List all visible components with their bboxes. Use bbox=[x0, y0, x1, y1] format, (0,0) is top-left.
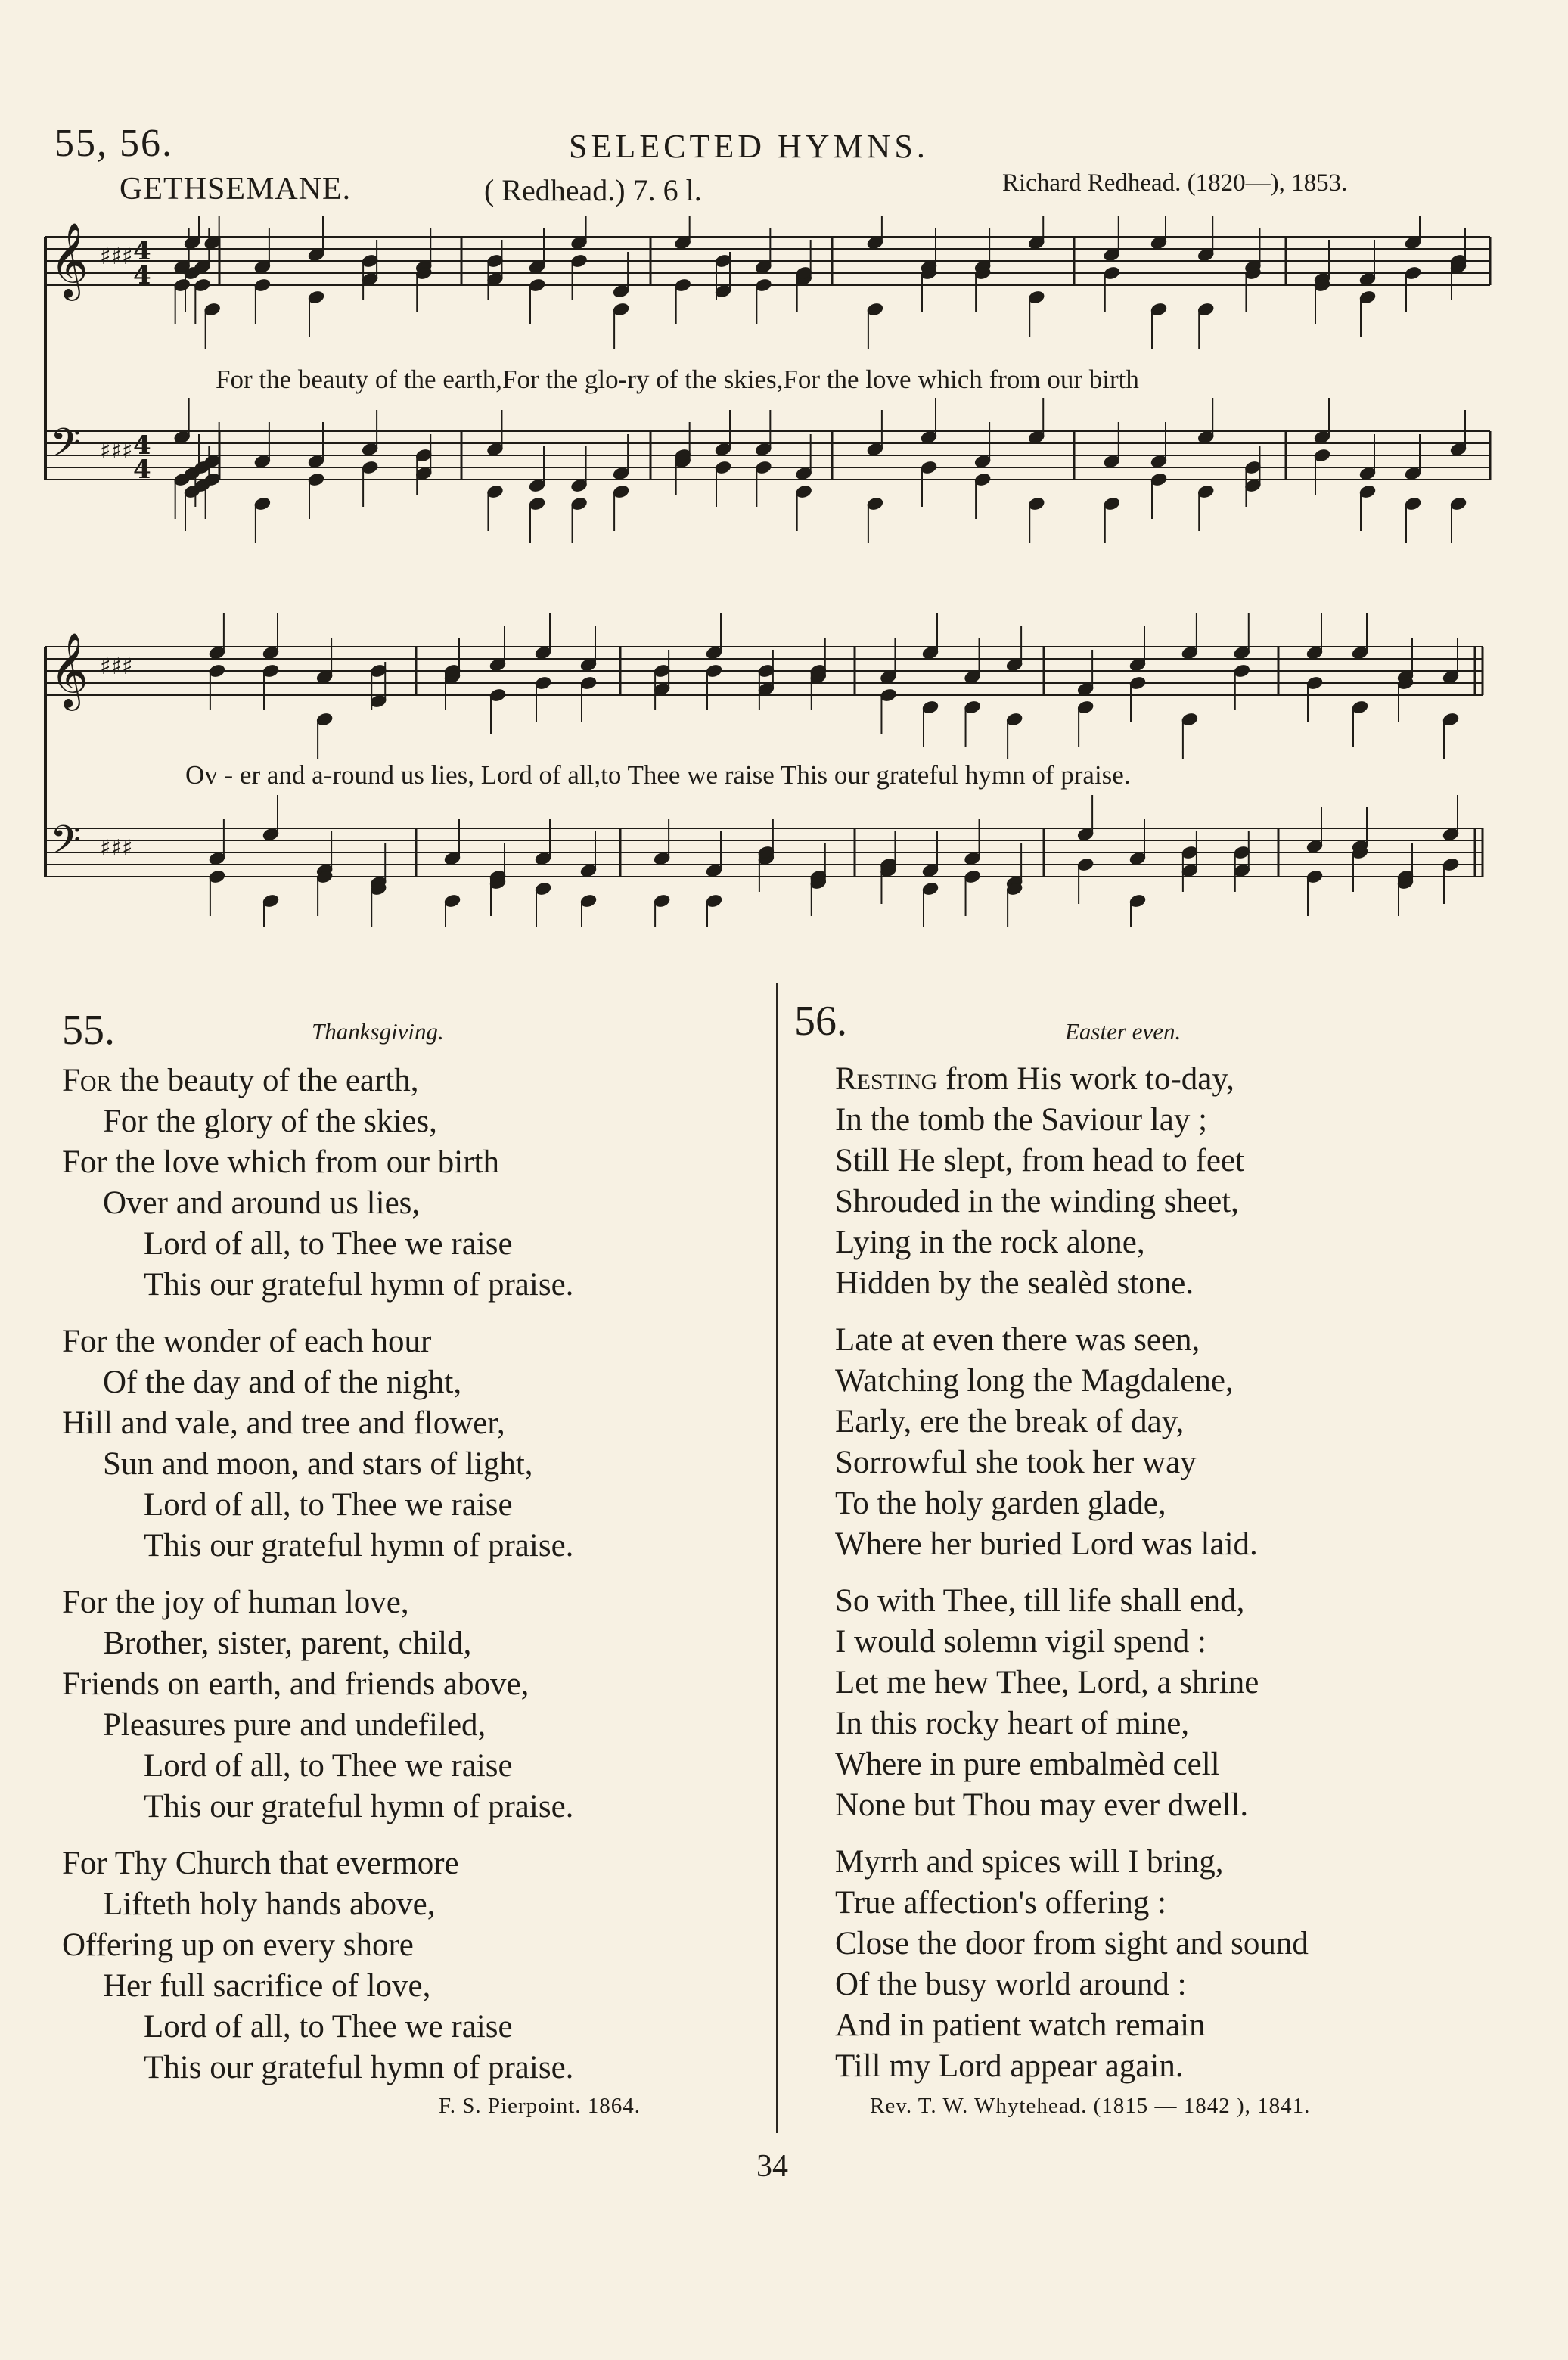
verse-line: Lying in the rock alone, bbox=[835, 1225, 1145, 1260]
hymn-56-stanza-3 bbox=[835, 1581, 1259, 1826]
hymn-56-stanza-1 bbox=[835, 1059, 1244, 1304]
verse-line: Early, ere the break of day, bbox=[835, 1404, 1185, 1439]
bass-clef-icon: 𝄢 bbox=[50, 421, 82, 477]
key-signature-icon: ♯♯♯ bbox=[100, 244, 133, 270]
hymn-56-number: 56. bbox=[794, 998, 847, 1045]
key-signature-icon: ♯♯♯ bbox=[100, 438, 133, 464]
verse-line: Shrouded in the winding sheet, bbox=[835, 1184, 1239, 1219]
verse-line: This our grateful hymn of praise. bbox=[144, 1528, 574, 1564]
verse-line: Watching long the Magdalene, bbox=[835, 1363, 1234, 1399]
verse-line: Myrrh and spices will I bring, bbox=[835, 1844, 1224, 1880]
verse-line: For the love which from our birth bbox=[62, 1144, 500, 1180]
verse-line: Of the busy world around : bbox=[835, 1967, 1187, 2002]
verse-line: Brother, sister, parent, child, bbox=[103, 1626, 472, 1661]
verse-line: Friends on earth, and friends above, bbox=[62, 1666, 529, 1702]
page-title: SELECTED HYMNS. bbox=[569, 128, 929, 165]
hymn-55-stanza-2 bbox=[62, 1321, 573, 1567]
verse-line: Hill and vale, and tree and flower, bbox=[62, 1405, 505, 1441]
verse-line: Lord of all, to Thee we raise bbox=[144, 1226, 513, 1262]
composer-credit: Richard Redhead. (1820—), 1853. bbox=[1002, 169, 1348, 197]
verse-line: I would solemn vigil spend : bbox=[835, 1624, 1206, 1660]
verse-line: Where in pure embalmèd cell bbox=[835, 1747, 1220, 1782]
verse-line: For Thy Church that evermore bbox=[62, 1846, 459, 1881]
verse-line: Over and around us lies, bbox=[103, 1185, 421, 1221]
verse-line: Let me hew Thee, Lord, a shrine bbox=[835, 1665, 1259, 1700]
verse-line: For the wonder of each hour bbox=[62, 1324, 432, 1359]
music-score bbox=[38, 216, 1505, 927]
verse-line: Pleasures pure and undefiled, bbox=[103, 1707, 486, 1743]
verse-line: Still He slept, from head to feet bbox=[835, 1143, 1244, 1178]
bass-clef-icon: 𝄢 bbox=[50, 818, 82, 874]
column-divider bbox=[776, 983, 778, 2133]
verse-line: In this rocky heart of mine, bbox=[835, 1706, 1190, 1741]
hymn-56-stanza-2 bbox=[835, 1320, 1258, 1565]
verse-line: Lifteth holy hands above, bbox=[103, 1886, 436, 1922]
verse-line: Her full sacrifice of love, bbox=[103, 1968, 431, 2004]
hymn-56-stanza-4 bbox=[835, 1842, 1309, 2087]
verse-line: Lord of all, to Thee we raise bbox=[144, 2009, 513, 2045]
verse-line: In the tomb the Saviour lay ; bbox=[835, 1102, 1208, 1138]
hymn-55-stanza-1 bbox=[62, 1060, 573, 1306]
verse-line: For the joy of human love, bbox=[62, 1585, 409, 1620]
treble-clef-icon: 𝄞 bbox=[50, 222, 88, 298]
hymn-55-subtitle: Thanksgiving. bbox=[312, 1018, 444, 1045]
verse-line: Close the door from sight and sound bbox=[835, 1926, 1309, 1961]
lyric-line-2: Ov - er and a-round us lies, Lord of all,to Thee we raise This our grateful hymn of praise. bbox=[185, 760, 1131, 790]
hymn-56-author: Rev. T. W. Whytehead. (1815 — 1842 ), 1841. bbox=[870, 2094, 1311, 2118]
verse-line: Offering up on every shore bbox=[62, 1927, 414, 1963]
verse-line: This our grateful hymn of praise. bbox=[144, 2050, 574, 2085]
hymn-55-stanza-3 bbox=[62, 1582, 573, 1827]
verse-line: Sun and moon, and stars of light, bbox=[103, 1446, 533, 1482]
verse-line: So with Thee, till life shall end, bbox=[835, 1583, 1245, 1619]
verse-line: Late at even there was seen, bbox=[835, 1322, 1200, 1358]
key-signature-icon: ♯♯♯ bbox=[100, 835, 133, 862]
verse-line: True affection's offering : bbox=[835, 1885, 1167, 1921]
time-signature-icon: 4 bbox=[133, 260, 151, 290]
verse-line: Lord of all, to Thee we raise bbox=[144, 1487, 513, 1523]
verse-line: Till my Lord appear again. bbox=[835, 2048, 1184, 2084]
tune-name: GETHSEMANE. bbox=[120, 172, 352, 206]
verse-line: Hidden by the sealèd stone. bbox=[835, 1265, 1194, 1301]
hymn-numbers-header: 55, 56. bbox=[54, 122, 173, 165]
verse-line: None but Thou may ever dwell. bbox=[835, 1787, 1249, 1823]
tune-meter: ( Redhead.) 7. 6 l. bbox=[484, 173, 702, 207]
verse-line: To the holy garden glade, bbox=[835, 1486, 1166, 1521]
time-signature-icon: 4 bbox=[133, 236, 151, 266]
verse-line: And in patient watch remain bbox=[835, 2008, 1206, 2043]
hymn-55-stanza-4 bbox=[62, 1843, 573, 2088]
verse-line: This our grateful hymn of praise. bbox=[144, 1267, 574, 1303]
verse-line: For the beauty of the earth, bbox=[62, 1063, 419, 1098]
verse-line: Lord of all, to Thee we raise bbox=[144, 1748, 513, 1784]
time-signature-icon: 4 bbox=[133, 430, 151, 461]
hymn-55-number: 55. bbox=[62, 1007, 115, 1054]
hymn-55-author: F. S. Pierpoint. 1864. bbox=[439, 2094, 641, 2118]
verse-line: For the glory of the skies, bbox=[103, 1104, 437, 1139]
hymn-56-subtitle: Easter even. bbox=[1065, 1018, 1181, 1045]
verse-line: Of the day and of the night, bbox=[103, 1365, 462, 1400]
verse-line: This our grateful hymn of praise. bbox=[144, 1789, 574, 1824]
verse-line: Resting from His work to-day, bbox=[835, 1061, 1234, 1097]
lyric-line-1: For the beauty of the earth,For the glo-ry of the skies,For the love which from our birth bbox=[216, 365, 1139, 394]
treble-clef-icon: 𝄞 bbox=[50, 632, 88, 708]
page-number: 34 bbox=[756, 2149, 788, 2184]
verse-line: Sorrowful she took her way bbox=[835, 1445, 1197, 1480]
verse-line: Where her buried Lord was laid. bbox=[835, 1526, 1258, 1562]
key-signature-icon: ♯♯♯ bbox=[100, 654, 133, 680]
time-signature-icon: 4 bbox=[133, 455, 151, 485]
